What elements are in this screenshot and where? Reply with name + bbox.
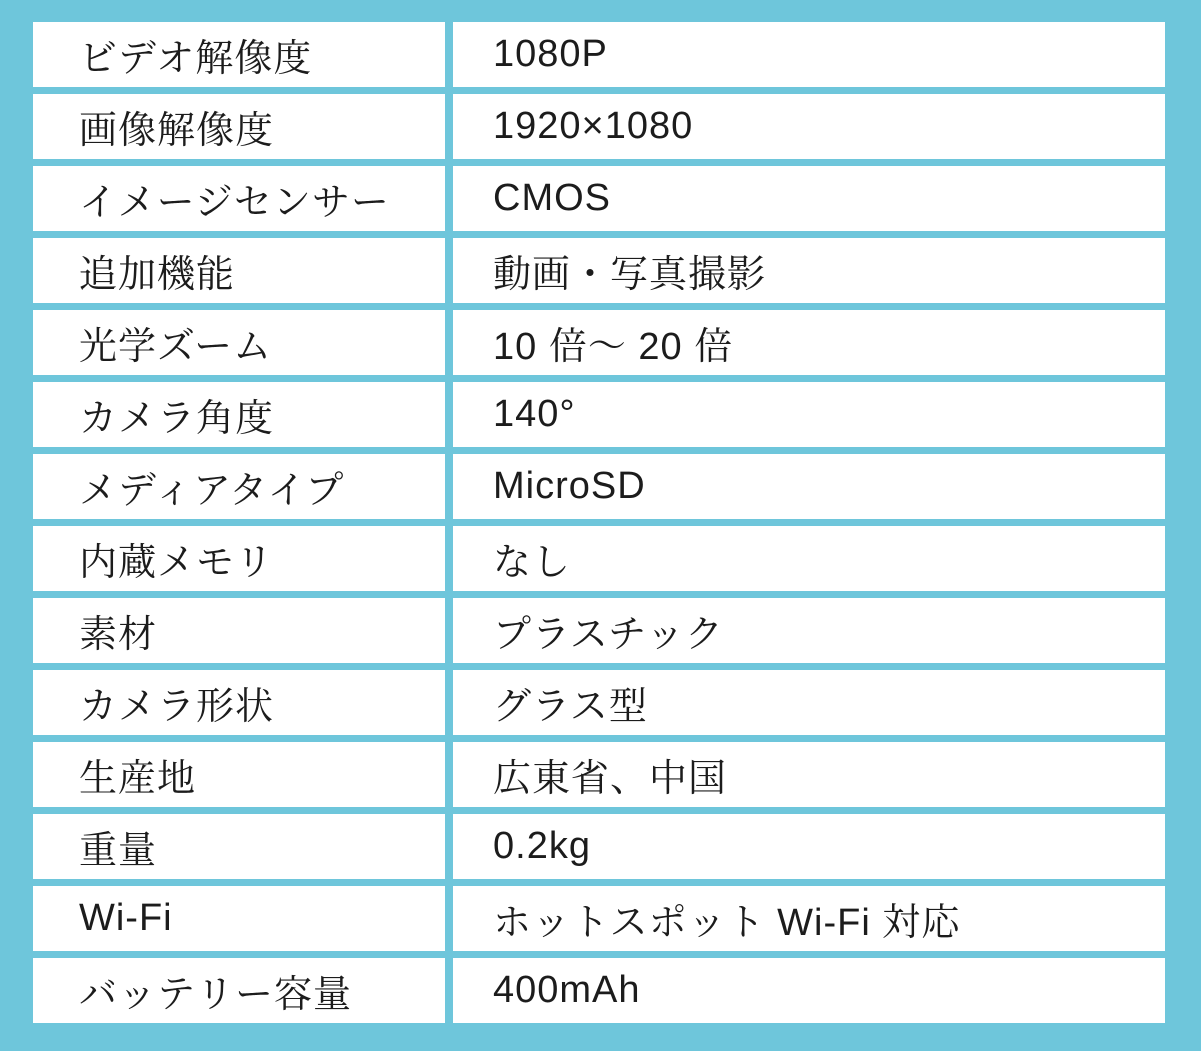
spec-table [33, 22, 1165, 1023]
spec-label-cell: Wi-Fi [33, 886, 445, 951]
spec-value-cell: グラス型 [453, 670, 1165, 735]
spec-label-cell: 生産地 [33, 742, 445, 807]
spec-value-cell: CMOS [453, 166, 1165, 231]
spec-label-cell: 重量 [33, 814, 445, 879]
spec-label-cell: バッテリー容量 [33, 958, 445, 1023]
spec-label-cell: カメラ形状 [33, 670, 445, 735]
spec-value-cell: プラスチック [453, 598, 1165, 663]
spec-value-cell: 動画・写真撮影 [453, 238, 1165, 303]
spec-label-cell: 画像解像度 [33, 94, 445, 159]
spec-label-cell: メディアタイプ [33, 454, 445, 519]
spec-label-cell: カメラ角度 [33, 382, 445, 447]
spec-value-cell: なし [453, 526, 1165, 591]
spec-value-cell: MicroSD [453, 454, 1165, 519]
spec-label-cell: 追加機能 [33, 238, 445, 303]
spec-label-cell: 内蔵メモリ [33, 526, 445, 591]
spec-value-cell: 1920×1080 [453, 94, 1165, 159]
spec-label-cell: 素材 [33, 598, 445, 663]
spec-value-cell: 140° [453, 382, 1165, 447]
spec-value-cell: 1080P [453, 22, 1165, 87]
spec-value-cell: 0.2kg [453, 814, 1165, 879]
spec-value-cell: 広東省、中国 [453, 742, 1165, 807]
spec-value-cell: 400mAh [453, 958, 1165, 1023]
spec-value-cell: ホットスポット Wi-Fi 対応 [453, 886, 1165, 951]
spec-label-cell: ビデオ解像度 [33, 22, 445, 87]
spec-label-cell: 光学ズーム [33, 310, 445, 375]
spec-label-cell: イメージセンサー [33, 166, 445, 231]
spec-value-cell: 10 倍～ 20 倍 [453, 310, 1165, 375]
